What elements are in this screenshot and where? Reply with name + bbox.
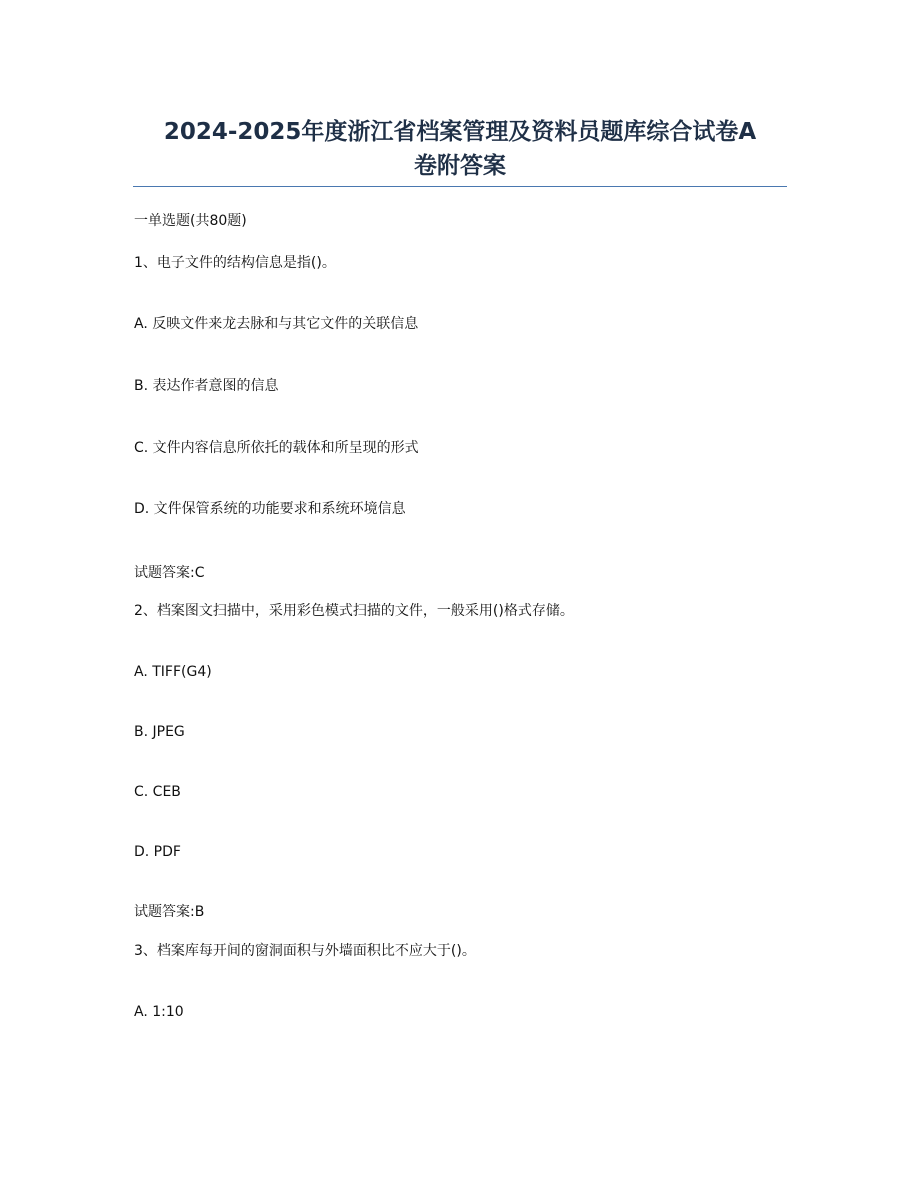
document-title-line-2: 卷附答案 xyxy=(414,153,506,179)
option-c: C. 文件内容信息所依托的载体和所呈现的形式 xyxy=(134,440,419,456)
title-divider xyxy=(133,186,787,187)
section-heading: 一单选题(共80题) xyxy=(134,213,247,229)
option-b: B. 表达作者意图的信息 xyxy=(134,378,279,394)
question-stem: 2、档案图文扫描中，采用彩色模式扫描的文件，一般采用()格式存储。 xyxy=(134,603,574,619)
option-a: A. TIFF(G4) xyxy=(134,664,212,680)
option-a: A. 1:10 xyxy=(134,1004,184,1020)
answer-line: 试题答案:B xyxy=(134,904,205,920)
question-stem: 1、电子文件的结构信息是指()。 xyxy=(134,255,336,271)
answer-line: 试题答案:C xyxy=(134,565,205,581)
option-d: D. 文件保管系统的功能要求和系统环境信息 xyxy=(134,501,406,517)
option-d: D. PDF xyxy=(134,844,181,860)
option-a: A. 反映文件来龙去脉和与其它文件的关联信息 xyxy=(134,316,419,332)
option-b: B. JPEG xyxy=(134,724,185,740)
document-title-line-1: 2024-2025年度浙江省档案管理及资料员题库综合试卷A xyxy=(163,119,757,145)
option-c: C. CEB xyxy=(134,784,181,800)
question-stem: 3、档案库每开间的窗洞面积与外墙面积比不应大于()。 xyxy=(134,943,476,959)
